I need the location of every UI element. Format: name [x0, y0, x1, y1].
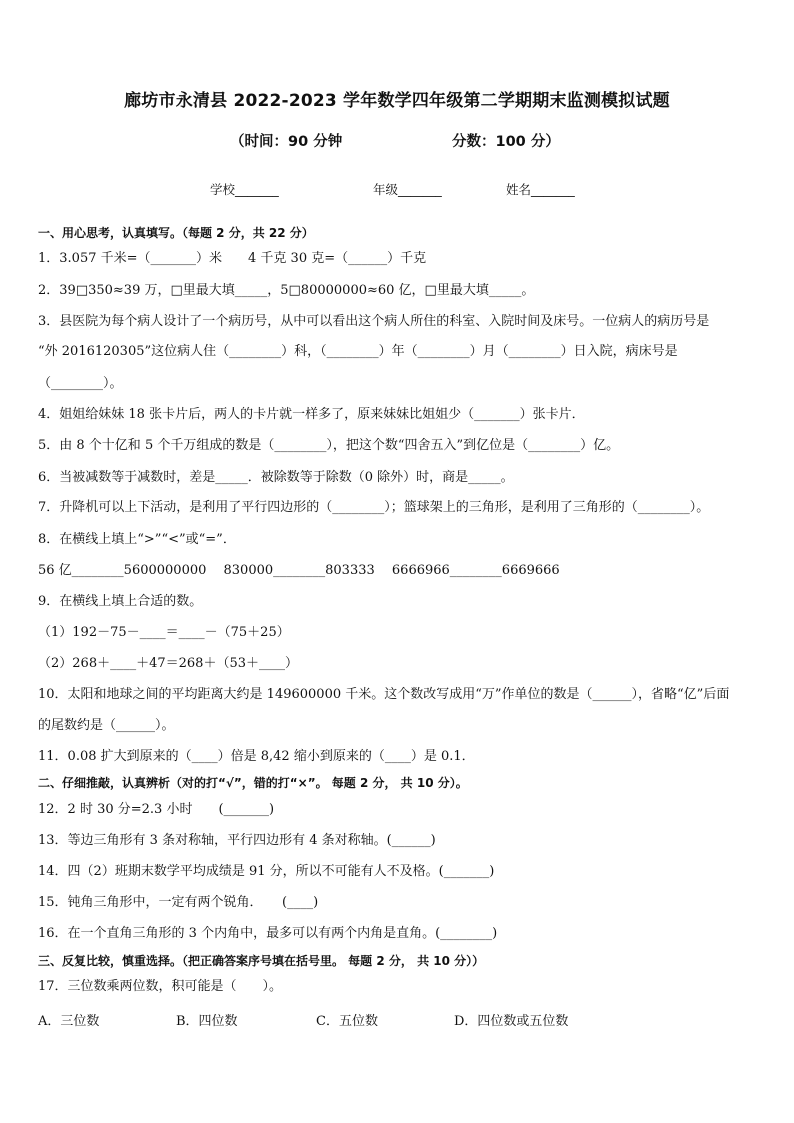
question-6: 6．当被减数等于减数时，差是_____．被除数等于除数（0 除外）时，商是_____。	[38, 470, 514, 485]
exam-score: 分数：100 分）	[452, 134, 560, 150]
option-c: C．五位数	[316, 1014, 378, 1029]
question-7: 7．升降机可以上下活动，是利用了平行四边形的（________）；篮球架上的三角形，是利用了三角形的（________）。	[38, 500, 710, 515]
question-2: 2．39□350≈39 万，□里最大填_____，5□80000000≈60 亿，□里最大填_____。	[38, 283, 535, 298]
option-d: D．四位数或五位数	[454, 1014, 569, 1029]
name-field: 姓名_______	[506, 182, 575, 197]
option-a: A．三位数	[38, 1014, 100, 1029]
question-11: 11．0.08 扩大到原来的（____）倍是 8,42 缩小到原来的（____）是 0.1．	[38, 749, 475, 764]
question-16: 16．在一个直角三角形的 3 个内角中，最多可以有两个内角是直角。(________)	[38, 926, 498, 941]
question-12: 12．2 时 30 分=2.3 小时 (_______)	[38, 802, 275, 817]
question-9-part-2: （2）268＋____＋47＝268＋（53＋____）	[38, 656, 298, 671]
exam-title: 廊坊市永清县 2022-2023 学年数学四年级第二学期期末监测模拟试题	[124, 91, 670, 111]
question-3-line-1: 3．县医院为每个病人设计了一个病历号，从中可以看出这个病人所住的科室、入院时间及床号。一位病人的病历号是	[38, 314, 710, 329]
question-13: 13．等边三角形有 3 条对称轴，平行四边形有 4 条对称轴。(______)	[38, 833, 436, 848]
question-3-line-3: （________）。	[38, 376, 123, 391]
question-9-part-1: （1）192－75－____＝____－（75＋25）	[38, 625, 290, 640]
grade-field: 年级_______	[373, 182, 442, 197]
section-3-heading: 三、反复比较，慎重选择。（把正确答案序号填在括号里。 每题 2 分， 共 10 分））	[38, 954, 485, 968]
question-5: 5．由 8 个十亿和 5 个千万组成的数是（________），把这个数“四舍五入”到亿位是（________）亿。	[38, 438, 620, 453]
question-8: 8．在横线上填上“>”“<”或“=”．	[38, 532, 236, 547]
school-field: 学校_______	[210, 182, 279, 197]
question-3-line-2: “外 2016120305”这位病人住（________）科，（________）年（________）月（________）日入院，病床号是	[38, 344, 678, 359]
exam-time: （时间：90 分钟	[230, 134, 343, 150]
question-8-items: 56 亿________5600000000 830000________803333 6666966________6669666	[38, 563, 560, 578]
question-17: 17．三位数乘两位数，积可能是（ ）。	[38, 979, 283, 994]
question-15: 15．钝角三角形中，一定有两个锐角． (____)	[38, 895, 319, 910]
question-14: 14．四（2）班期末数学平均成绩是 91 分，所以不可能有人不及格。(_______)	[38, 864, 495, 879]
question-10-line-2: 的尾数约是（______）。	[38, 718, 175, 733]
question-1: 1．3.057 千米=（_______）米 4 千克 30 克=（______）千克	[38, 251, 427, 266]
question-9: 9．在横线上填上合适的数。	[38, 594, 203, 609]
option-b: B．四位数	[176, 1014, 238, 1029]
section-2-heading: 二、仔细推敲，认真辨析（对的打“√”，错的打“×”。 每题 2 分， 共 10 分）。	[38, 776, 468, 790]
section-1-heading: 一、用心思考，认真填写。（每题 2 分，共 22 分）	[38, 226, 314, 240]
question-10-line-1: 10．太阳和地球之间的平均距离大约是 149600000 千米。这个数改写成用“万”作单位的数是（______），省略“亿”后面	[38, 687, 730, 702]
question-4: 4．姐姐给妹妹 18 张卡片后，两人的卡片就一样多了，原来妹妹比姐姐少（_______）张卡片．	[38, 407, 585, 422]
